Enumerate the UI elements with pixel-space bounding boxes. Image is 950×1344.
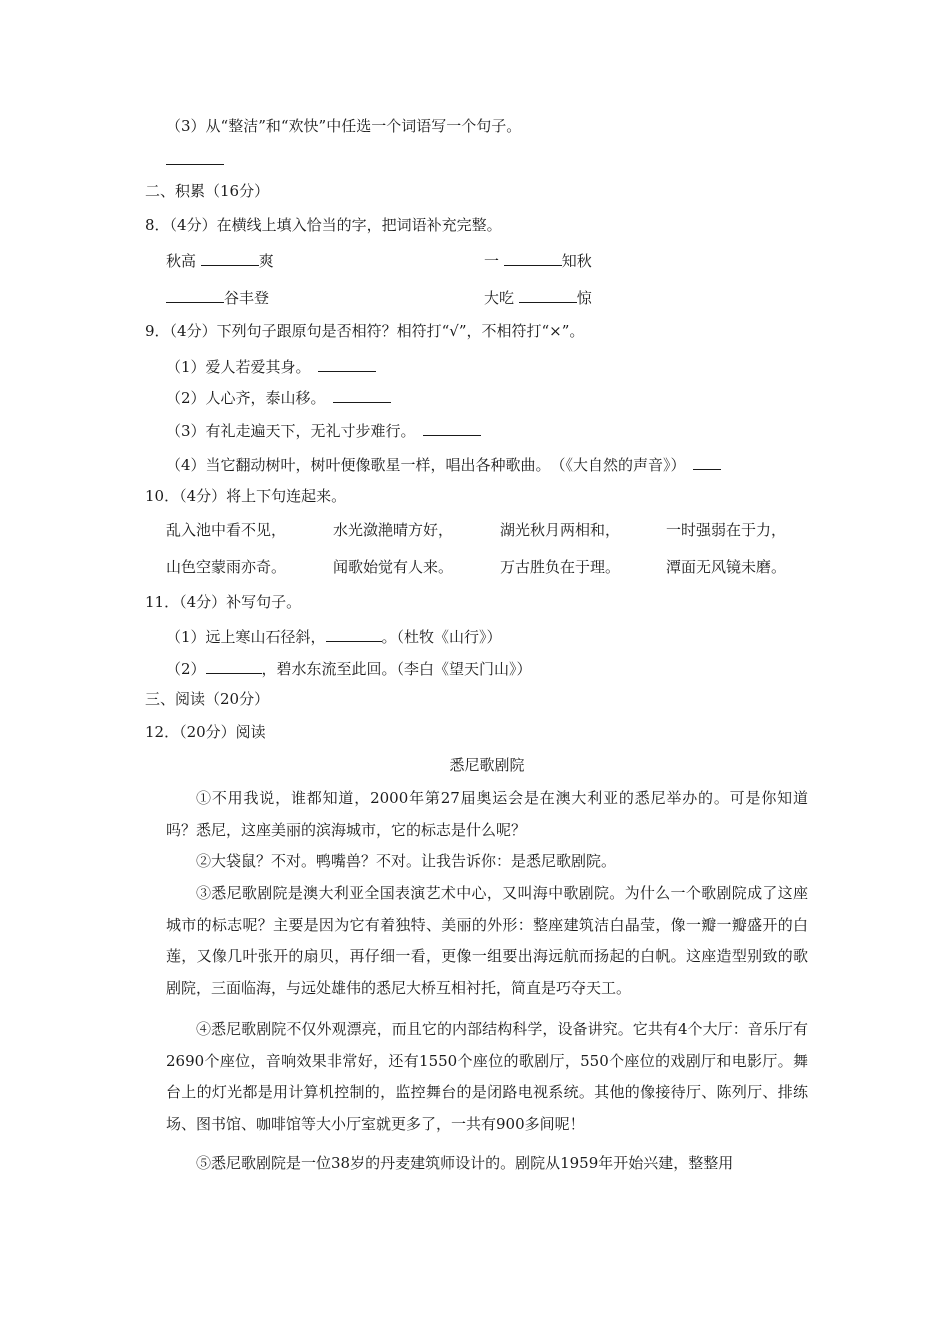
answer-blank[interactable] xyxy=(333,386,391,403)
q9-item-2: （2）人心齐，泰山移。 xyxy=(166,386,391,408)
q10-lower-1[interactable]: 山色空蒙雨亦奇。 xyxy=(166,558,287,576)
q10-upper-1[interactable]: 乱入池中看不见， xyxy=(166,521,287,539)
answer-blank[interactable] xyxy=(423,419,481,436)
answer-blank[interactable] xyxy=(166,286,224,303)
q10-upper-3[interactable]: 湖光秋月两相和， xyxy=(500,521,621,539)
question-10-stem: 10．（4分）将上下句连起来。 xyxy=(145,487,347,505)
q11-item-2: （2） ，碧水东流至此回。（李白《望天门山》） xyxy=(166,657,532,679)
q9-item-1: （1）爱人若爱其身。 xyxy=(166,355,376,377)
passage-paragraph-3: ③悉尼歌剧院是澳大利亚全国表演艺术中心，又叫海中歌剧院。为什么一个歌剧院成了这座城市的标志呢？主要是因为它有着独特、美丽的外形：整座建筑洁白晶莹，像一瓣一瓣盛开的白莲，又像几叶张开的扇贝，再仔细一看，更像一组要出海远航而扬起的白帆。这座造型别致的歌剧院，三面临海，与远处雄伟的悉尼大桥互相衬托，简直是巧夺天工。 xyxy=(166,884,808,997)
answer-blank[interactable] xyxy=(519,286,577,303)
q9-item-3: （3）有礼走遍天下，无礼寸步难行。 xyxy=(166,419,481,441)
section-2-heading: 二、积累（16分） xyxy=(145,182,270,200)
passage-paragraph-1: ①不用我说，谁都知道，2000年第27届奥运会是在澳大利亚的悉尼举办的。可是你知道吗？悉尼，这座美丽的滨海城市，它的标志是什么呢？ xyxy=(166,789,808,839)
answer-blank[interactable] xyxy=(206,657,262,674)
q8-word-2: 一 知秋 xyxy=(484,249,592,271)
q10-lower-3[interactable]: 万古胜负在于理。 xyxy=(500,558,621,576)
section-3-heading: 三、阅读（20分） xyxy=(145,690,270,708)
q8-word-1: 秋高 爽 xyxy=(166,249,274,271)
question-9-stem: 9．（4分）下列句子跟原句是否相符？相符打“√”，不相符打“×”。 xyxy=(145,322,585,340)
answer-blank[interactable] xyxy=(201,249,259,266)
q10-upper-2[interactable]: 水光潋滟晴方好， xyxy=(333,521,454,539)
q8-word-4: 大吃 惊 xyxy=(484,286,592,308)
question-8-stem: 8．（4分）在横线上填入恰当的字，把词语补充完整。 xyxy=(145,216,502,234)
answer-blank[interactable] xyxy=(318,355,376,372)
passage-paragraph-2: ②大袋鼠？不对。鸭嘴兽？不对。让我告诉你：是悉尼歌剧院。 xyxy=(196,852,617,870)
passage-title: 悉尼歌剧院 xyxy=(449,756,525,774)
answer-blank[interactable] xyxy=(504,249,562,266)
q9-item-4: （4）当它翻动树叶，树叶便像歌星一样，唱出各种歌曲。 （《大自然的声音》） xyxy=(166,453,721,475)
q10-lower-4[interactable]: 潭面无风镜未磨。 xyxy=(666,558,787,576)
question-11-stem: 11．（4分）补写句子。 xyxy=(145,593,302,611)
passage-paragraph-4: ④悉尼歌剧院不仅外观漂亮，而且它的内部结构科学，设备讲究。它共有4个大厅：音乐厅有2690个座位，音响效果非常好，还有1550个座位的歌剧厅，550个座位的戏剧厅和电影厅。舞台上的灯光都是用计算机控制的，监控舞台的是闭路电视系统。其他的像接待厅、陈列厅、排练场、图书馆、咖啡馆等大小厅室就更多了，一共有900多间呢！ xyxy=(166,1020,808,1133)
q10-upper-4[interactable]: 一时强弱在于力， xyxy=(666,521,787,539)
question-7-3: （3）从“整洁”和“欢快”中任选一个词语写一个句子。 xyxy=(166,117,522,135)
question-12-stem: 12．（20分）阅读 xyxy=(145,723,266,741)
passage-paragraph-5: ⑤悉尼歌剧院是一位38岁的丹麦建筑师设计的。剧院从1959年开始兴建，整整用 xyxy=(196,1154,734,1172)
answer-blank[interactable] xyxy=(326,625,382,642)
answer-blank[interactable] xyxy=(166,148,224,165)
q10-lower-2[interactable]: 闻歌始觉有人来。 xyxy=(333,558,454,576)
q11-item-1: （1）远上寒山石径斜， 。（杜牧《山行》） xyxy=(166,625,502,647)
q8-word-3: 谷丰登 xyxy=(166,286,269,308)
answer-blank[interactable] xyxy=(693,453,721,470)
